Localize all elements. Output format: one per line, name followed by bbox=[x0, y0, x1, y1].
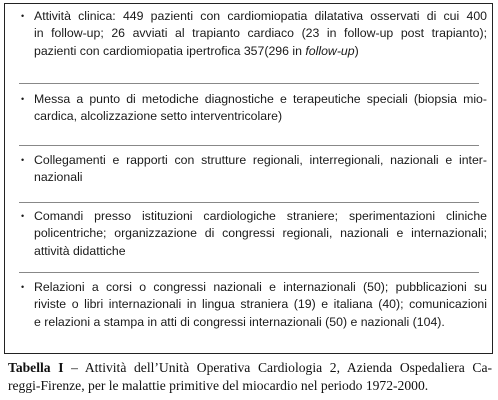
divider bbox=[19, 272, 479, 273]
item-line: Attività clinica: 449 pazienti con cardiomiopatia dilatativa osservati di cui 400 bbox=[34, 9, 487, 23]
caption-dash: – bbox=[63, 360, 85, 375]
bullet-icon: • bbox=[21, 94, 25, 104]
table-caption bbox=[8, 359, 492, 395]
item-text bbox=[34, 152, 487, 187]
divider bbox=[19, 202, 479, 203]
item-line: in follow-up; 26 avviati al trapianto cardiaco (23 in follow-up post trapianto); bbox=[34, 26, 487, 41]
list-item bbox=[21, 152, 487, 187]
item-line: cardica, alcolizzazione setto interventricolare) bbox=[34, 109, 283, 124]
bullet-icon: • bbox=[21, 11, 25, 21]
item-line-italic: follow-up bbox=[305, 43, 355, 58]
item-line: Comandi presso istituzioni cardiologiche straniere; sperimentazioni cliniche bbox=[34, 209, 487, 223]
caption-text: Attività dell’Unità Operativa Cardiologia 2, Azienda Ospedaliera Ca- bbox=[84, 360, 493, 375]
divider bbox=[19, 83, 479, 84]
item-line: e relazioni a stampa in atti di congressi internazionali (50) e nazionali (104). bbox=[34, 314, 445, 329]
activity-table bbox=[4, 3, 493, 354]
item-text bbox=[34, 91, 487, 126]
item-text bbox=[34, 279, 487, 331]
caption-line: reggi-Firenze, per le malattie primitive del miocardio nel periodo 1972-2000. bbox=[8, 378, 429, 393]
item-line bbox=[34, 43, 487, 60]
item-text bbox=[34, 8, 487, 60]
item-line: nazionali bbox=[34, 170, 83, 185]
item-line: Collegamenti e rapporti con strutture regionali, interregionali, nazionali e inter- bbox=[34, 153, 487, 167]
caption-label: Tabella I bbox=[8, 360, 64, 375]
bullet-icon: • bbox=[21, 211, 25, 221]
item-line: attività didattiche bbox=[34, 243, 126, 258]
bullet-icon: • bbox=[21, 282, 25, 292]
list-item bbox=[21, 208, 487, 260]
caption-line bbox=[8, 359, 492, 377]
item-line: policentriche; organizzazione di congressi regionali, nazionali e internazionali; bbox=[34, 226, 487, 241]
list-item bbox=[21, 91, 487, 126]
item-line: riviste o libri internazionali in lingua straniera (19) e italiana (40); comunicazioni bbox=[34, 297, 487, 312]
item-line-prefix: pazienti con cardiomiopatia ipertrofica 357(296 in bbox=[34, 43, 306, 58]
list-item bbox=[21, 279, 487, 331]
item-line-suffix: ) bbox=[354, 43, 359, 58]
item-text bbox=[34, 208, 487, 260]
item-line: Messa a punto di metodiche diagnostiche e terapeutiche speciali (biopsia mio- bbox=[34, 92, 487, 106]
item-line: Relazioni a corsi o congressi nazionali e internazionali (50); pubblicazioni su bbox=[34, 280, 487, 294]
bullet-icon: • bbox=[21, 155, 25, 165]
divider bbox=[19, 145, 479, 146]
list-item bbox=[21, 8, 487, 60]
